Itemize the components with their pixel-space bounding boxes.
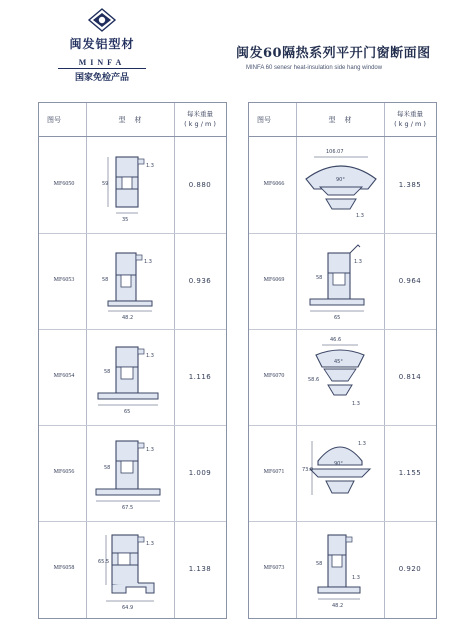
header-model: 图号 xyxy=(47,116,61,124)
dim-angle: 90° xyxy=(334,461,343,467)
header-weight-unit: ( k g / m ) xyxy=(394,120,426,128)
weight-value: 1.138 xyxy=(188,565,212,573)
weight-value: 0.936 xyxy=(188,277,212,285)
weight-value: 1.116 xyxy=(188,373,212,381)
dim-thickness: 1.3 xyxy=(146,447,154,453)
profile-section-drawing xyxy=(296,233,385,329)
model-number: MF6073 xyxy=(263,565,285,571)
profile-section-drawing xyxy=(296,521,385,617)
table-row xyxy=(39,329,226,426)
header-weight xyxy=(175,109,225,129)
table-row xyxy=(249,137,436,234)
dim-thickness: 1.3 xyxy=(144,259,152,265)
dim-thickness: 1.3 xyxy=(358,441,366,447)
profile-table-right xyxy=(248,102,437,619)
table-row xyxy=(39,233,226,330)
dim-height: 58.6 xyxy=(308,377,320,383)
dim-width: 35 xyxy=(122,217,129,223)
dim-width: 48.2 xyxy=(332,603,344,609)
dim-height: 58 xyxy=(102,277,109,283)
dim-height: 58 xyxy=(104,369,111,375)
dim-width: 67.5 xyxy=(122,505,134,511)
dim-angle: 45° xyxy=(334,359,343,365)
brand-emblem-icon xyxy=(87,8,117,32)
header-model: 图号 xyxy=(257,116,271,124)
page-title: 闽发60隔热系列平开门窗断面图 xyxy=(236,46,431,61)
page-subtitle: MINFA 60 senesr heat-insulation side hang window xyxy=(246,65,383,71)
table-row xyxy=(249,233,436,330)
model-number: MF6050 xyxy=(53,181,75,187)
dim-width: 48.2 xyxy=(122,315,134,321)
profile-section-drawing xyxy=(296,329,385,425)
dim-width: 46.6 xyxy=(330,337,342,343)
model-number: MF6053 xyxy=(53,277,75,283)
header-weight-label: 每米重量 xyxy=(187,110,213,118)
profile-table-left xyxy=(38,102,227,619)
profile-section-drawing xyxy=(86,521,175,617)
dim-width: 64.9 xyxy=(122,605,134,611)
dim-height: 58 xyxy=(316,561,323,567)
model-number: MF6071 xyxy=(263,469,285,475)
dim-thickness: 1.3 xyxy=(146,163,154,169)
profile-section-drawing xyxy=(296,137,385,233)
model-number: MF6058 xyxy=(53,565,75,571)
dim-height: 65.5 xyxy=(98,559,110,565)
brand-logo xyxy=(52,8,152,83)
model-number: MF6056 xyxy=(53,469,75,475)
header-weight xyxy=(385,109,435,129)
model-number: MF6070 xyxy=(263,373,285,379)
weight-value: 0.964 xyxy=(398,277,422,285)
brand-certification: 国家免检产品 xyxy=(74,73,129,83)
dim-width: 65 xyxy=(124,409,131,415)
header-profile: 型 材 xyxy=(328,116,352,124)
profile-section-drawing xyxy=(296,425,385,521)
model-number: MF6066 xyxy=(263,181,285,187)
table-row xyxy=(249,329,436,426)
weight-value: 1.385 xyxy=(398,181,422,189)
model-number: MF6069 xyxy=(263,277,285,283)
header-weight-unit: ( k g / m ) xyxy=(184,120,216,128)
weight-value: 0.920 xyxy=(398,565,422,573)
dim-thickness: 1.3 xyxy=(354,259,362,265)
brand-divider xyxy=(58,68,146,69)
brand-name-en: MINFA xyxy=(78,58,126,67)
profile-section-drawing xyxy=(86,137,175,233)
dim-height: 58 xyxy=(104,465,111,471)
dim-thickness: 1.3 xyxy=(356,213,364,219)
table-header xyxy=(39,103,226,137)
profile-section-drawing xyxy=(86,425,175,521)
header-profile: 型 材 xyxy=(118,116,142,124)
dim-width: 65 xyxy=(334,315,341,321)
dim-thickness: 1.3 xyxy=(352,401,360,407)
table-row xyxy=(39,137,226,234)
dim-height: 73.9 xyxy=(302,467,314,473)
profile-section-drawing xyxy=(86,233,175,329)
dim-thickness: 1.3 xyxy=(146,353,154,359)
brand-name-cn: 闽发铝型材 xyxy=(69,37,135,51)
header-weight-label: 每米重量 xyxy=(397,110,423,118)
weight-value: 0.880 xyxy=(188,181,212,189)
table-row xyxy=(249,521,436,617)
table-row xyxy=(39,521,226,617)
model-number: MF6054 xyxy=(53,373,75,379)
weight-value: 1.009 xyxy=(188,469,212,477)
dim-height: 59 xyxy=(102,181,109,187)
weight-value: 0.814 xyxy=(398,373,422,381)
dim-angle: 90° xyxy=(336,177,345,183)
dim-thickness: 1.3 xyxy=(352,575,360,581)
dim-thickness: 1.3 xyxy=(146,541,154,547)
dim-width: 106.07 xyxy=(326,149,344,155)
table-header xyxy=(249,103,436,137)
dim-height: 58 xyxy=(316,275,323,281)
weight-value: 1.155 xyxy=(398,469,422,477)
table-row xyxy=(39,425,226,522)
profile-section-drawing xyxy=(86,329,175,425)
table-row xyxy=(249,425,436,522)
